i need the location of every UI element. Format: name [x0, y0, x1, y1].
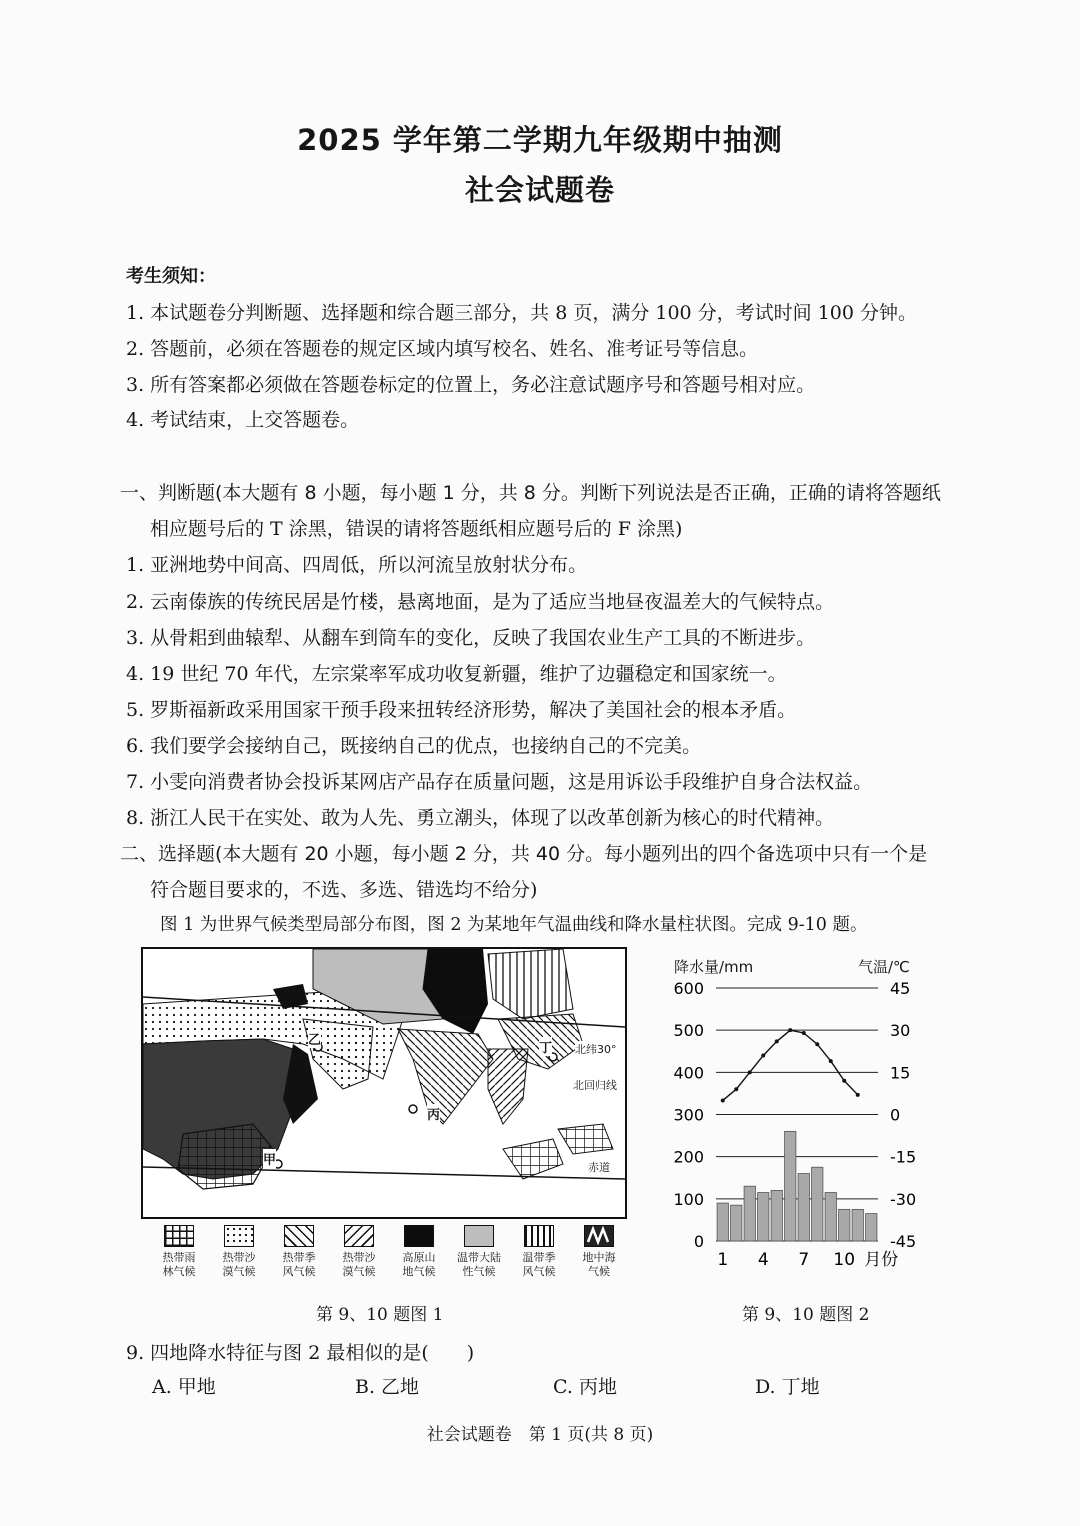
- figure2-caption: 第 9、10 题图 2: [742, 1305, 870, 1325]
- label-tropic: 北回归线: [573, 1079, 617, 1092]
- legend-label: 高原山: [402, 1251, 436, 1264]
- notice-item: 3. 所有答案都必须做在答题卷标定的位置上，务必注意试题序号和答题号相对应。: [126, 374, 816, 396]
- legend-swatch: [284, 1225, 314, 1247]
- legend-label: 风气候: [282, 1265, 316, 1278]
- temp-point: [761, 1053, 765, 1057]
- temp-point: [734, 1087, 738, 1091]
- label-bing: 丙: [427, 1104, 440, 1123]
- legend-swatch: [464, 1225, 494, 1247]
- legend-label: 地中海: [582, 1251, 616, 1264]
- climate-chart: [650, 952, 950, 1282]
- temp-point: [815, 1042, 819, 1046]
- judgement-item: 1. 亚洲地势中间高、四周低，所以河流呈放射状分布。: [126, 554, 588, 576]
- figure1-caption: 第 9、10 题图 1: [316, 1305, 444, 1325]
- judgement-item: 5. 罗斯福新政采用国家干预手段来扭转经济形势，解决了美国社会的根本矛盾。: [126, 699, 797, 721]
- precip-bar: [731, 1205, 742, 1241]
- section2-heading: 二、选择题(本大题有 20 小题，每小题 2 分，共 40 分。每小题列出的四个备选项中只有一个是: [120, 843, 928, 865]
- y-tick-left: 200: [673, 1147, 704, 1167]
- legend-swatch: [584, 1225, 614, 1247]
- legend-label: 热带雨: [162, 1251, 196, 1264]
- precip-bar: [866, 1214, 877, 1241]
- temp-point: [802, 1031, 806, 1035]
- judgement-item: 2. 云南傣族的传统民居是竹楼，悬离地面，是为了适应当地昼夜温差大的气候特点。: [126, 591, 835, 613]
- temp-line: [723, 1030, 858, 1100]
- y-tick-right: 30: [890, 1021, 911, 1041]
- figure-intro: 图 1 为世界气候类型局部分布图，图 2 为某地年气温曲线和降水量柱状图。完成 9-10 题。: [160, 915, 868, 935]
- temp-point: [842, 1079, 846, 1083]
- legend-item: [150, 1225, 208, 1279]
- legend-swatch: [164, 1225, 194, 1247]
- precip-bar: [758, 1193, 769, 1241]
- x-tick: 10: [833, 1250, 856, 1270]
- legend-item: [510, 1225, 568, 1279]
- legend-item: [570, 1225, 628, 1279]
- legend-swatch: [404, 1225, 434, 1247]
- legend-swatch: [524, 1225, 554, 1247]
- legend-label: 漠气候: [342, 1265, 376, 1278]
- precip-bar: [852, 1209, 863, 1241]
- judgement-item: 8. 浙江人民干在实处、敢为人先、勇立潮头，体现了以改革创新为核心的时代精神。: [126, 807, 835, 829]
- legend-label: 热带季: [282, 1251, 316, 1264]
- temp-point: [829, 1059, 833, 1063]
- legend-label: 性气候: [462, 1265, 496, 1278]
- judgement-item: 7. 小雯向消费者协会投诉某网店产品存在质量问题，这是用诉讼手段维护自身合法权益。: [126, 771, 873, 793]
- temp-point: [775, 1039, 779, 1043]
- legend-label: 气候: [588, 1265, 610, 1278]
- legend-label: 地气候: [402, 1265, 436, 1278]
- precip-bar: [771, 1190, 782, 1241]
- legend-label: 漠气候: [222, 1265, 256, 1278]
- y-tick-right: 0: [890, 1105, 901, 1125]
- legend-swatch: [224, 1225, 254, 1247]
- temp-point: [856, 1093, 860, 1097]
- legend-item: [450, 1225, 508, 1279]
- chart-plot: [650, 952, 950, 1282]
- chart-ylabel-left: 降水量/mm: [674, 958, 754, 976]
- judgement-item: 3. 从骨耜到曲辕犁、从翻车到筒车的变化，反映了我国农业生产工具的不断进步。: [126, 627, 816, 649]
- legend-item: [210, 1225, 268, 1279]
- precip-bar: [785, 1131, 796, 1241]
- precip-bar: [812, 1167, 823, 1241]
- notice-item: 4. 考试结束，上交答题卷。: [126, 409, 360, 431]
- x-tick: 1: [717, 1250, 729, 1270]
- option-b: B. 乙地: [355, 1376, 420, 1398]
- section2-heading-cont: 符合题目要求的，不选、多选、错选均不给分): [150, 879, 538, 901]
- section1-heading-cont: 相应题号后的 T 涂黑，错误的请将答题纸相应题号后的 F 涂黑): [150, 518, 683, 540]
- y-tick-left: 100: [673, 1189, 704, 1209]
- y-tick-right: -15: [890, 1147, 917, 1167]
- option-a: A. 甲地: [152, 1376, 216, 1398]
- y-tick-left: 600: [673, 979, 704, 998]
- x-axis-label: 月份: [864, 1250, 899, 1270]
- precip-bar: [798, 1174, 809, 1241]
- notice-item: 1. 本试题卷分判断题、选择题和综合题三部分，共 8 页，满分 100 分，考试时间 100 分钟。: [126, 302, 918, 324]
- map-legend: [150, 1225, 630, 1295]
- y-tick-left: 300: [673, 1105, 704, 1125]
- legend-label: 林气候: [162, 1265, 196, 1278]
- y-tick-left: 500: [673, 1021, 704, 1041]
- option-d: D. 丁地: [755, 1376, 820, 1398]
- page-footer: 社会试题卷 第 1 页(共 8 页): [426, 1425, 654, 1445]
- judgement-item: 4. 19 世纪 70 年代，左宗棠率军成功收复新疆，维护了边疆稳定和国家统一。: [126, 663, 787, 685]
- legend-item: [330, 1225, 388, 1279]
- label-ding: 丁: [539, 1037, 552, 1056]
- y-tick-left: 0: [693, 1232, 704, 1251]
- page-title: 2025 学年第二学期九年级期中抽测: [297, 123, 783, 157]
- judgement-item: 6. 我们要学会接纳自己，既接纳自己的优点，也接纳自己的不完美。: [126, 735, 702, 757]
- label-yi: 乙: [308, 1029, 321, 1048]
- legend-label: 温带大陆: [457, 1251, 501, 1264]
- notice-item: 2. 答题前，必须在答题卷的规定区域内填写校名、姓名、准考证号等信息。: [126, 338, 759, 360]
- y-tick-right: 45: [890, 979, 911, 998]
- chart-ylabel-right: 气温/℃: [858, 958, 910, 976]
- legend-item: [390, 1225, 448, 1279]
- legend-label: 热带沙: [342, 1251, 376, 1264]
- legend-label: 风气候: [522, 1265, 556, 1278]
- legend-swatch: [344, 1225, 374, 1247]
- x-tick: 4: [757, 1250, 769, 1270]
- x-tick: 7: [798, 1250, 810, 1270]
- precip-bar: [744, 1186, 755, 1241]
- legend-label: 热带沙: [222, 1251, 256, 1264]
- temp-point: [721, 1098, 725, 1102]
- label-lat30: 北纬30°: [575, 1043, 617, 1056]
- climate-map: [141, 947, 627, 1219]
- climate-map-drawing: [143, 949, 625, 1217]
- y-tick-right: 15: [890, 1063, 911, 1083]
- precip-bar: [839, 1209, 850, 1241]
- option-c: C. 丙地: [553, 1376, 617, 1398]
- legend-label: 温带季: [522, 1251, 556, 1264]
- precip-bar: [717, 1203, 728, 1241]
- legend-item: [270, 1225, 328, 1279]
- label-jia: 甲: [263, 1149, 276, 1168]
- y-tick-left: 400: [673, 1063, 704, 1083]
- section1-heading: 一、判断题(本大题有 8 小题，每小题 1 分，共 8 分。判断下列说法是否正确，正确的请将答题纸: [120, 482, 941, 504]
- temp-point: [788, 1028, 792, 1032]
- y-tick-right: -45: [890, 1232, 917, 1251]
- page-subtitle: 社会试题卷: [464, 173, 615, 207]
- temp-point: [748, 1070, 752, 1074]
- question-stem: 9. 四地降水特征与图 2 最相似的是( ): [126, 1342, 475, 1364]
- notice-heading: 考生须知：: [126, 266, 216, 287]
- y-tick-right: -30: [890, 1189, 917, 1209]
- precip-bar: [825, 1193, 836, 1241]
- label-equator: 赤道: [588, 1161, 610, 1174]
